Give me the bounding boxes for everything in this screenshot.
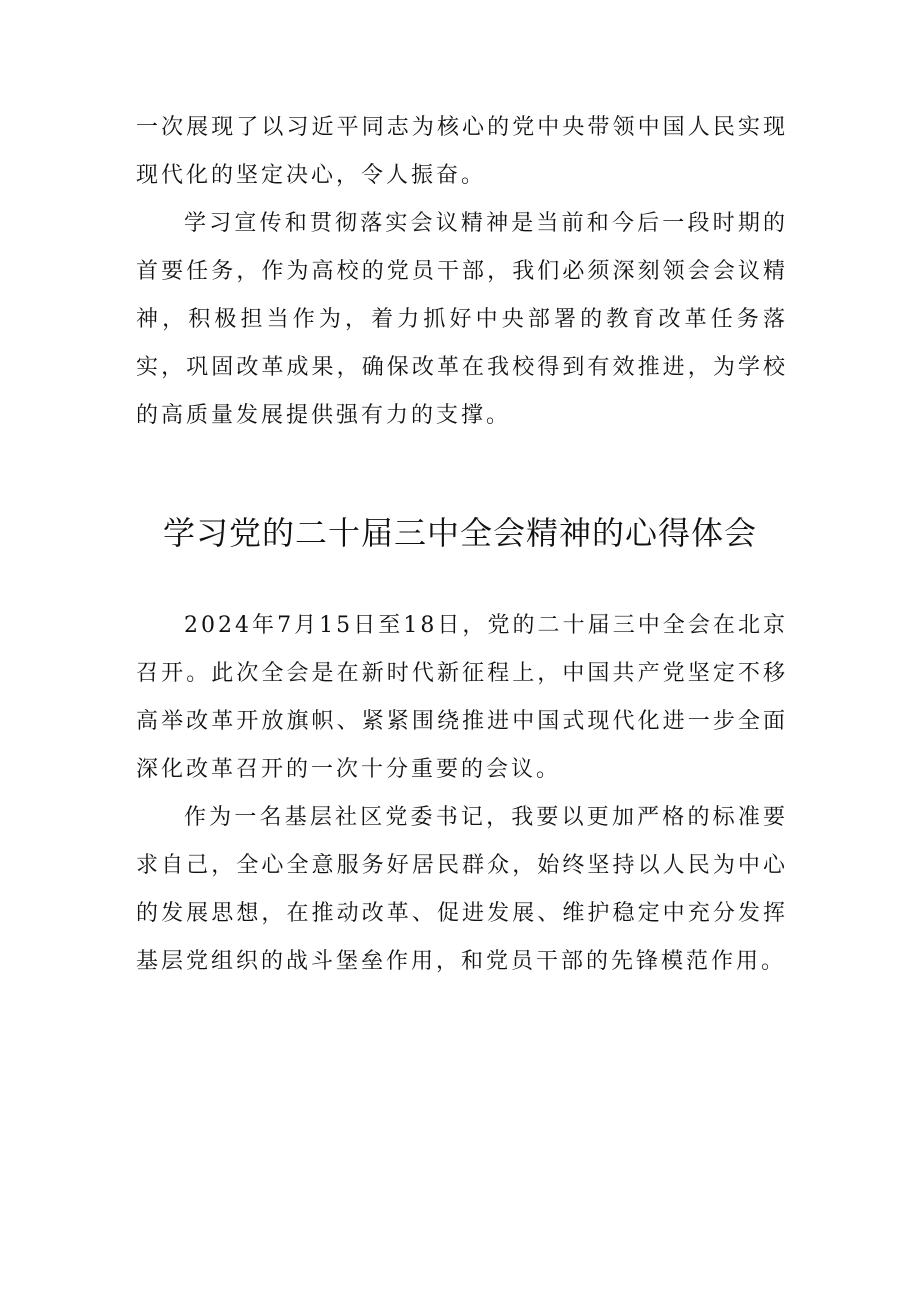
body-paragraph: 一次展现了以习近平同志为核心的党中央带领中国人民实现现代化的坚定决心，令人振奋。 [136, 115, 788, 188]
article-title: 学习党的二十届三中全会精神的心得体会 [162, 514, 757, 552]
body-paragraph: 学习宣传和贯彻落实会议精神是当前和今后一段时期的首要任务，作为高校的党员干部，我们必须深刻领会会议精神，积极担当作为，着力抓好中央部署的教育改革任务落实，巩固改革成果，确保改革在我校得到有效推进，为学校的高质量发展提供强有力的支撑。 [136, 211, 788, 428]
body-paragraph: 作为一名基层社区党委书记，我要以更加严格的标准要求自己，全心全意服务好居民群众，始终坚持以人民为中心的发展思想，在推动改革、促进发展、维护稳定中充分发挥基层党组织的战斗堡垒作用，和党员干部的先锋模范作用。 [136, 805, 788, 974]
previous-article-continuation [136, 104, 788, 440]
body-paragraph: 2024年7月15日至18日，党的二十届三中全会在北京召开。此次全会是在新时代新征程上，中国共产党坚定不移高举改革开放旗帜、紧紧围绕推进中国式现代化进一步全面深化改革召开的一次十分重要的会议。 [136, 613, 788, 782]
article-body [136, 602, 788, 986]
